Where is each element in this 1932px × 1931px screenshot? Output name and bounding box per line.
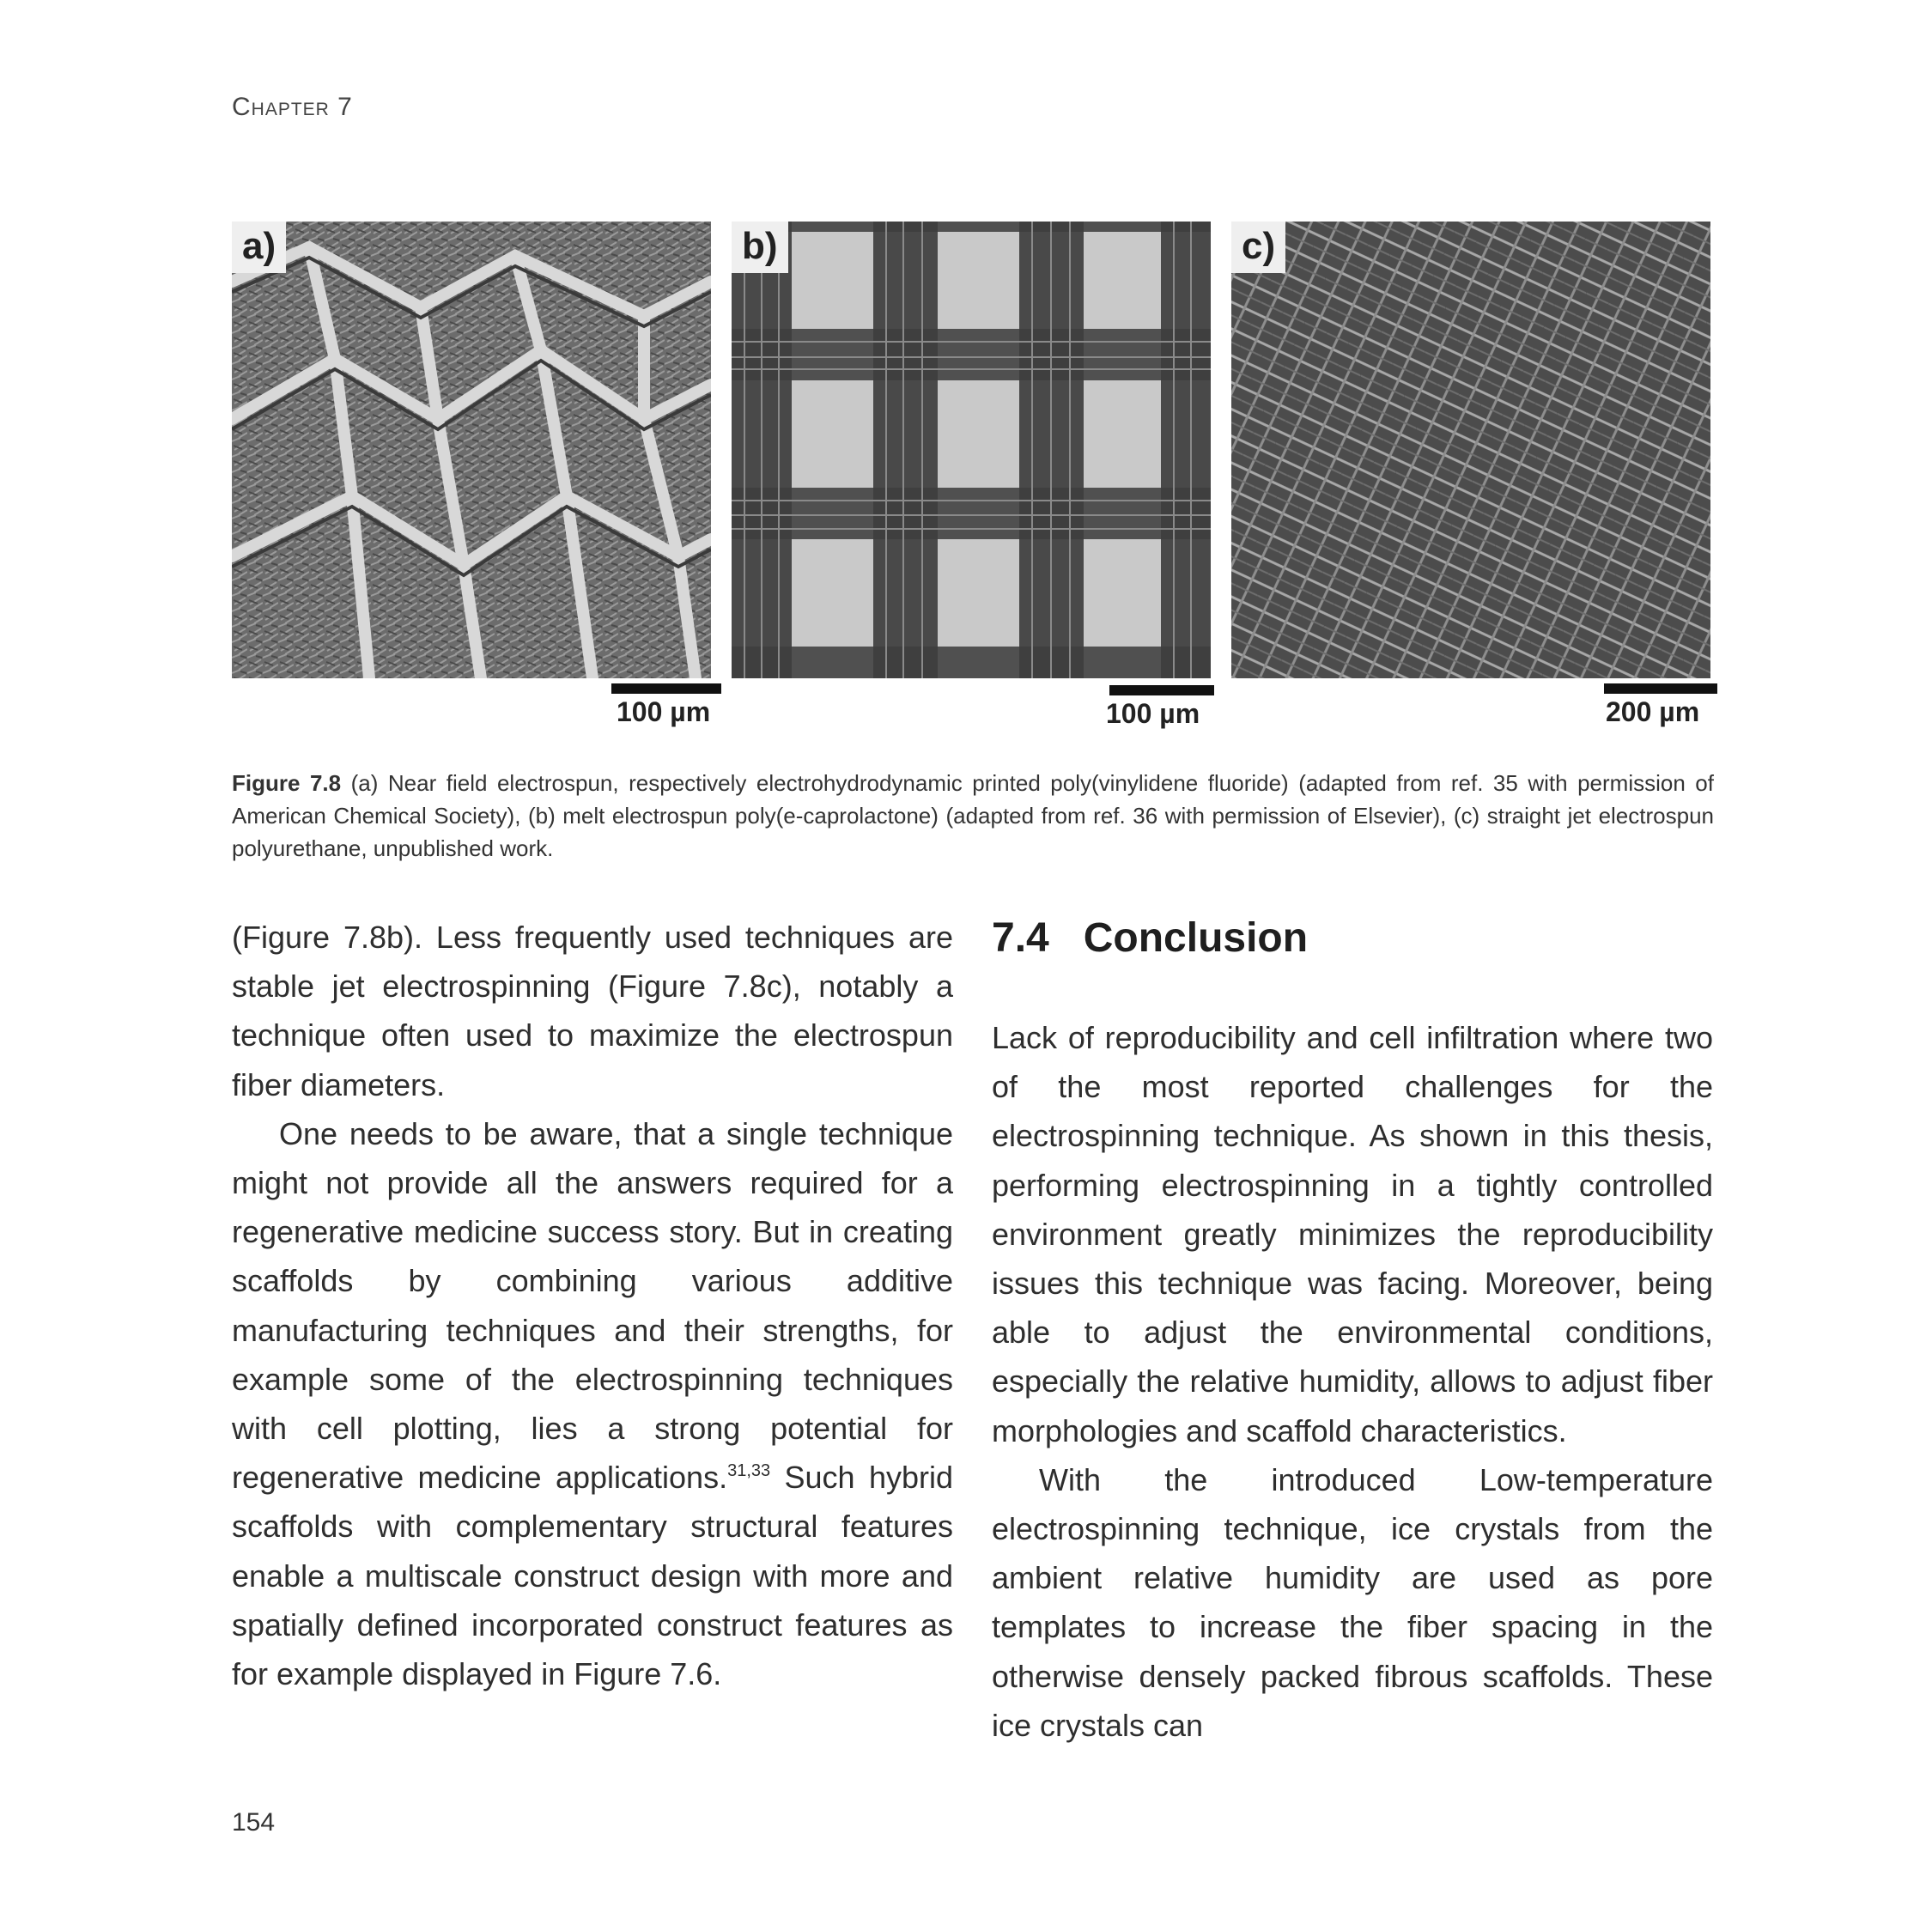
- figure-panel-c: [1231, 222, 1710, 678]
- panel-c-scale-label: 200 µm: [1606, 696, 1700, 727]
- panel-a-scale-label: 100 µm: [617, 696, 711, 727]
- chapter-label: Chapter 7: [232, 93, 353, 121]
- running-head: [232, 93, 353, 122]
- figure-7-8: [232, 222, 1709, 737]
- panel-b-label: b): [732, 222, 788, 273]
- caption-text: (a) Near field electrospun, respectively electrohydrodynamic printed poly(vinylidene fluoride) (adapted from ref. 35 with permission of American Chemical Society), (b) melt electrospun poly(e-caprolactone) (adapted from ref. 36 with permission of Elsevier), (c) straight jet electrospun polyurethane, unpublished work.: [232, 770, 1714, 861]
- right-paragraph-1: Lack of reproducibility and cell infiltration where two of the most reported challenges for the electrospinning technique. As shown in this thesis, performing electrospinning in a tightly controlled environment greatly minimizes the reproducibility issues this technique was facing. Moreover, being able to adjust the environmental conditions, especially the relative humidity, allows to adjust fiber morphologies and scaffold characteristics.: [992, 1020, 1713, 1448]
- right-column: [992, 913, 1713, 1750]
- left-column: [232, 913, 953, 1698]
- panel-b-scale-label: 100 µm: [1106, 698, 1200, 729]
- panel-c-micrograph: [1231, 222, 1710, 678]
- citation-superscript: 31,33: [727, 1461, 771, 1481]
- section-heading: [992, 913, 1713, 964]
- section-number: 7.4: [992, 915, 1049, 961]
- figure-panel-b: [732, 222, 1211, 678]
- left-paragraph-1: (Figure 7.8b). Less frequently used techniques are stable jet electrospinning (Figure 7.8c), notably a technique often used to maximize the electrospun fiber diameters.: [232, 920, 953, 1102]
- section-title: Conclusion: [1083, 915, 1309, 961]
- left-paragraph-2-continued: Such hybrid scaffolds with complementary structural features enable a multiscale construct design with more and spatially defined incorporated construct features as for example displayed in Figure 7.6.: [232, 1460, 953, 1692]
- left-paragraph-2: [232, 1109, 953, 1698]
- page-number: 154: [232, 1808, 276, 1837]
- panel-b-micrograph: [732, 222, 1211, 678]
- panel-a-micrograph: [232, 222, 711, 678]
- panel-c-label: c): [1231, 222, 1285, 273]
- figure-caption: [232, 767, 1714, 865]
- panel-a-label: a): [232, 222, 286, 273]
- panel-a-scalebar: [611, 683, 721, 694]
- panel-c-scalebar: [1604, 683, 1717, 694]
- caption-figure-label: Figure 7.8: [232, 770, 342, 796]
- panel-b-scalebar: [1109, 685, 1214, 695]
- figure-panel-a: [232, 222, 711, 678]
- left-paragraph-2-text: One needs to be aware, that a single technique might not provide all the answers required for a regenerative medicine success story. But in creating scaffolds by combining various additive manufacturing techniques and their strengths, for example some of the electrospinning techniques with cell plotting, lies a strong potential for regenerative medicine applications.: [232, 1115, 953, 1496]
- right-paragraph-2: With the introduced Low-temperature electrospinning technique, ice crystals from the ambient relative humidity are used as pore templates to increase the fiber spacing in the otherwise densely packed fibrous scaffolds. These ice crystals can: [992, 1461, 1713, 1743]
